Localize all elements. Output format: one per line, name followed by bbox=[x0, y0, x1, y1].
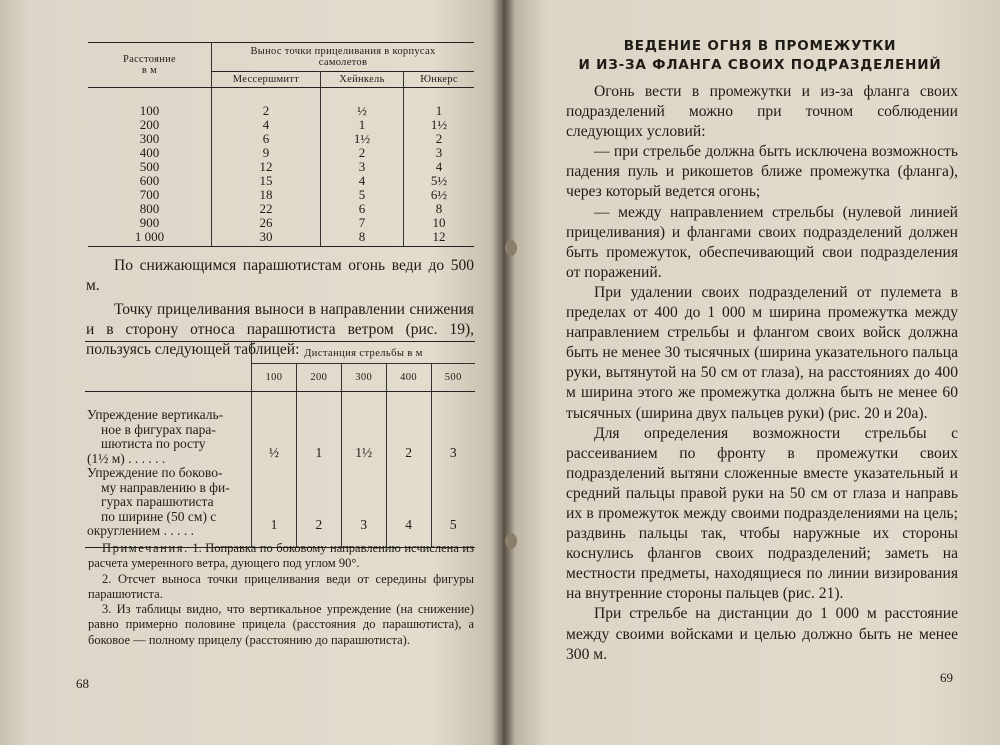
table-row bbox=[88, 216, 474, 230]
cell: 100 bbox=[139, 103, 160, 118]
cell: 4 bbox=[404, 160, 474, 174]
table-row bbox=[85, 392, 475, 548]
col-range-100: 100 bbox=[252, 364, 297, 392]
vertical-lead-500: 3 bbox=[449, 445, 457, 460]
cell: 1 bbox=[320, 118, 403, 132]
lateral-lead-500: 5 bbox=[449, 517, 457, 532]
cell: 26 bbox=[212, 216, 321, 230]
cell: 200 bbox=[139, 117, 160, 132]
cell: 2 bbox=[404, 132, 474, 146]
note-1-text: 1. Поправка по боковому направлению исчислена из расчета умеренного ветра, дующего под углом 90°. bbox=[88, 541, 475, 571]
offset-header-line1: Вынос точки прицеливания в корпусах bbox=[250, 46, 436, 57]
cell: 300 bbox=[139, 131, 160, 146]
section-title-line2: И ИЗ-ЗА ФЛАНГА СВОИХ ПОДРАЗДЕЛЕНИЙ bbox=[578, 57, 942, 73]
cell: 5½ bbox=[404, 174, 474, 188]
distance-header-line1: Расстояние bbox=[122, 54, 177, 65]
lateral-lead-200: 2 bbox=[315, 517, 323, 532]
paragraph-condition-2: — между направлением стрельбы (нулевой линией прицеливания) и флангами своих подразделений должен быть промежуток, обеспечивающий свои подразделения от поражений. bbox=[566, 203, 958, 281]
distance-header-line2: в м bbox=[141, 65, 158, 76]
table-row bbox=[88, 174, 474, 188]
vertical-lead-line3: шютиста по росту bbox=[101, 436, 206, 451]
lateral-lead-line3: гурах парашютиста bbox=[101, 494, 214, 509]
lateral-lead-line1: Упреждение по боково- bbox=[87, 465, 223, 480]
cell: 3 bbox=[320, 160, 403, 174]
table-row bbox=[88, 188, 474, 202]
cell: 9 bbox=[212, 146, 321, 160]
table-row bbox=[88, 160, 474, 174]
cell: 3 bbox=[404, 146, 474, 160]
col-range-400: 400 bbox=[386, 364, 431, 392]
col-junkers: Юнкерс bbox=[404, 72, 474, 88]
right-body-text bbox=[566, 82, 958, 665]
cell: 22 bbox=[212, 202, 321, 216]
paragraph-conditions: Огонь вести в промежутки и из-за фланга своих подразделений можно при точном соблюдении следующих условий: bbox=[566, 83, 958, 141]
paragraph-condition-1: — при стрельбе должна быть исключена возможность падения пуль и рикошетов ближе промежутка (фланга), через который ведется огонь; bbox=[566, 143, 958, 201]
binding-hole bbox=[505, 240, 517, 256]
lead-column-300 bbox=[341, 392, 386, 548]
cell: 10 bbox=[404, 216, 474, 230]
vertical-lead-line4: (1½ м) . . . . . . bbox=[87, 450, 166, 466]
cell: 8 bbox=[320, 230, 403, 247]
cell: 6 bbox=[212, 132, 321, 146]
lateral-lead-line2: му направлению в фи- bbox=[101, 479, 230, 495]
paragraph-gap-width: При удалении своих подразделений от пулемета в пределах от 400 до 1 000 м ширина промежутка между направлением стрельбы и флангом своих войск должна быть не менее 30 тысячных (ширина указательного пальца руки, вытянутой на 50 см от глаза), на расстояниях до 400 м ширина этого же промежутка должна быть не менее 60 тысячных (ширина двух пальцев руки) (рис. 20 и 20а). bbox=[566, 283, 958, 422]
offset-group-header bbox=[212, 43, 475, 72]
lead-table bbox=[85, 341, 475, 548]
paragraph-min-distance: При стрельбе на дистанции до 1 000 м расстояние между своими войсками и целью должно быть не менее 300 м. bbox=[566, 605, 958, 663]
cell: 1 000 bbox=[88, 230, 212, 247]
cell: 30 bbox=[212, 230, 321, 247]
lateral-lead-line4: по ширине (50 см) с bbox=[101, 508, 217, 524]
cell: 18 bbox=[212, 188, 321, 202]
cell: 900 bbox=[139, 215, 160, 230]
paragraph-finger-method: Для определения возможности стрельбы с рассеиванием по фронту в промежутки своих подразделений вытяни сложенные вместе указательный и средний пальцы правой руки на 50 см от глаза и направь их в промежуток между своими подразделениями на цель; раздвинь пальцы так, чтобы наружные их стороны коснулись флангов своих подразделений; заметь на местности предметы, находящиеся по линии визирования на внутренние стороны пальцев (рис. 21). bbox=[566, 424, 958, 603]
lateral-lead-300: 3 bbox=[360, 517, 368, 532]
distance-column-header bbox=[88, 43, 212, 88]
col-messerschmitt: Мессершмитт bbox=[212, 72, 321, 88]
note-1 bbox=[88, 541, 474, 572]
paragraph-descending: По снижающимся парашютистам огонь веди до 500 м. bbox=[86, 257, 474, 294]
vertical-lead-100: ½ bbox=[268, 445, 279, 460]
cell: ½ bbox=[320, 88, 403, 119]
cell: 600 bbox=[139, 173, 160, 188]
lateral-lead-line5: округлением . . . . . bbox=[87, 523, 194, 538]
lead-column-200 bbox=[296, 392, 341, 548]
lead-column-500 bbox=[431, 392, 475, 548]
cell: 1 bbox=[404, 88, 474, 119]
cell: 6½ bbox=[404, 188, 474, 202]
lateral-lead-100: 1 bbox=[270, 517, 278, 532]
book-gutter bbox=[493, 0, 515, 745]
vertical-lead-300: 1½ bbox=[355, 445, 373, 460]
table-row bbox=[88, 118, 474, 132]
lead-table-corner bbox=[85, 342, 252, 392]
cell: 5 bbox=[320, 188, 403, 202]
col-range-500: 500 bbox=[431, 364, 475, 392]
note-2: 2. Отсчет выноса точки прицеливания веди от середины фигуры парашютиста. bbox=[88, 571, 474, 601]
table-row bbox=[88, 202, 474, 216]
aiming-offset-table bbox=[88, 42, 474, 247]
cell: 700 bbox=[139, 187, 160, 202]
notes-title: Примечания. bbox=[102, 541, 189, 555]
cell: 1½ bbox=[320, 132, 403, 146]
table-row bbox=[88, 146, 474, 160]
page-number-left: 68 bbox=[76, 676, 89, 691]
offset-header-line2: самолетов bbox=[318, 57, 368, 68]
cell: 12 bbox=[212, 160, 321, 174]
cell: 4 bbox=[320, 174, 403, 188]
cell: 500 bbox=[139, 159, 160, 174]
binding-hole bbox=[505, 533, 517, 549]
table-row bbox=[88, 230, 474, 247]
notes-block bbox=[88, 541, 474, 648]
lead-column-100 bbox=[252, 392, 297, 548]
vertical-lead-line2: ное в фигурах пара- bbox=[101, 421, 216, 437]
cell: 1½ bbox=[404, 118, 474, 132]
cell: 12 bbox=[404, 230, 474, 247]
vertical-lead-200: 1 bbox=[315, 445, 323, 460]
col-range-300: 300 bbox=[341, 364, 386, 392]
table-row bbox=[88, 132, 474, 146]
cell: 800 bbox=[139, 201, 160, 216]
cell: 6 bbox=[320, 202, 403, 216]
section-title-line1: ВЕДЕНИЕ ОГНЯ В ПРОМЕЖУТКИ bbox=[623, 38, 897, 54]
cell: 400 bbox=[139, 145, 160, 160]
paragraph-aiming: Точку прицеливания выноси в направлении снижения и в сторону относа парашютиста ветром (рис. 19), пользуясь следующей таблицей: bbox=[86, 301, 474, 358]
cell: 8 bbox=[404, 202, 474, 216]
col-range-200: 200 bbox=[296, 364, 341, 392]
lead-row-labels bbox=[85, 392, 252, 548]
lead-column-400 bbox=[386, 392, 431, 548]
note-3: 3. Из таблицы видно, что вертикальное упреждение (на снижение) равно примерно половине прицела (расстояния до парашютиста), а боковое — полному прицелу (расстоянию до парашютиста). bbox=[88, 602, 474, 647]
vertical-lead-line1: Упреждение вертикаль- bbox=[87, 407, 224, 422]
vertical-lead-400: 2 bbox=[405, 445, 412, 460]
cell: 2 bbox=[212, 88, 321, 119]
lateral-lead-400: 4 bbox=[405, 517, 412, 532]
section-title bbox=[570, 37, 950, 75]
range-group-header: Дистанция стрельбы в м bbox=[252, 342, 476, 364]
cell: 2 bbox=[320, 146, 403, 160]
cell: 4 bbox=[212, 118, 321, 132]
page-number-right: 69 bbox=[940, 670, 953, 685]
col-heinkel: Хейнкель bbox=[320, 72, 403, 88]
cell: 15 bbox=[212, 174, 321, 188]
table-row bbox=[88, 88, 474, 119]
cell: 7 bbox=[320, 216, 403, 230]
